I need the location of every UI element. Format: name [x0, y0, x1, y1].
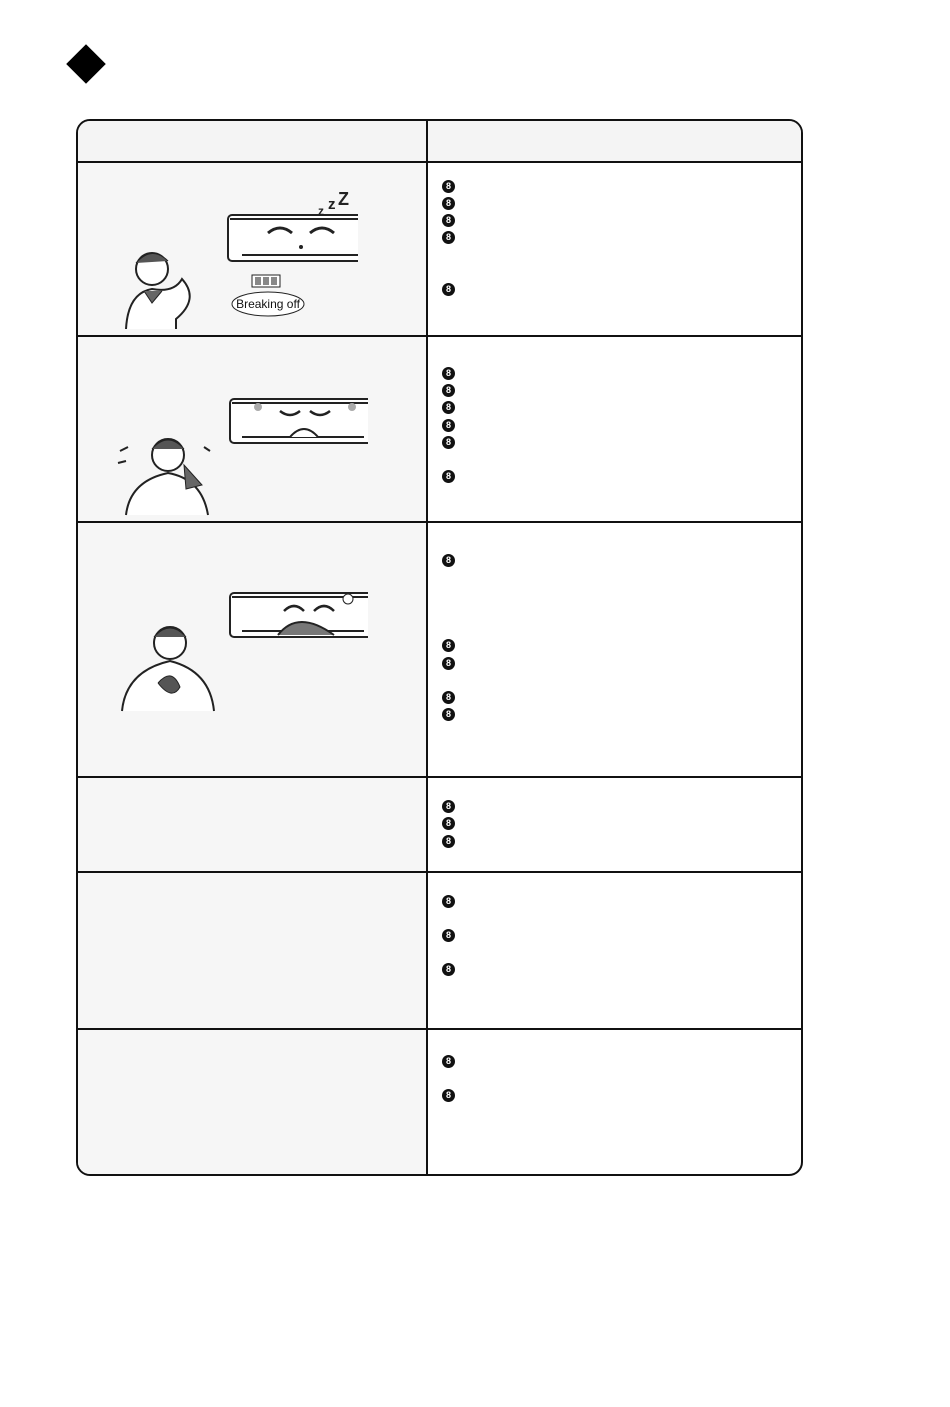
- bullet-icon: 8: [442, 214, 455, 227]
- svg-text:Z: Z: [338, 189, 349, 209]
- bullet-icon: 8: [442, 800, 455, 813]
- bullet-icon: 8: [442, 817, 455, 830]
- sleeping-ac-illustration: [118, 189, 358, 331]
- sweating-ac-illustration: [108, 389, 368, 517]
- bullet-icon: 8: [442, 691, 455, 704]
- bullet-icon: 8: [442, 657, 455, 670]
- bullet-icon: 8: [442, 384, 455, 397]
- bullet-icon: 8: [442, 470, 455, 483]
- bullet-icon: 8: [442, 436, 455, 449]
- breaking-off-label: Breaking off: [236, 297, 300, 311]
- bullet-icon: 8: [442, 895, 455, 908]
- bullet-icon: 8: [442, 708, 455, 721]
- bullet-icon: 8: [442, 231, 455, 244]
- bullet-icon: 8: [442, 963, 455, 976]
- bullet-icon: 8: [442, 401, 455, 414]
- svg-text:z: z: [318, 204, 324, 218]
- choking-ac-illustration: [108, 583, 368, 715]
- bullet-icon: 8: [442, 554, 455, 567]
- bullet-icon: 8: [442, 1089, 455, 1102]
- bullet-icon: 8: [442, 929, 455, 942]
- diamond-icon: [66, 44, 106, 84]
- bullet-icon: 8: [442, 1055, 455, 1068]
- bullet-icon: 8: [442, 835, 455, 848]
- bullet-icon: 8: [442, 367, 455, 380]
- bullet-icon: 8: [442, 419, 455, 432]
- bullet-icon: 8: [442, 283, 455, 296]
- troubleshooting-table: [76, 119, 803, 1176]
- table-header-left: [78, 121, 426, 161]
- svg-text:z: z: [328, 196, 336, 213]
- bullet-icon: 8: [442, 639, 455, 652]
- bullet-icon: 8: [442, 197, 455, 210]
- bullet-icon: 8: [442, 180, 455, 193]
- table-header-right: [428, 121, 803, 161]
